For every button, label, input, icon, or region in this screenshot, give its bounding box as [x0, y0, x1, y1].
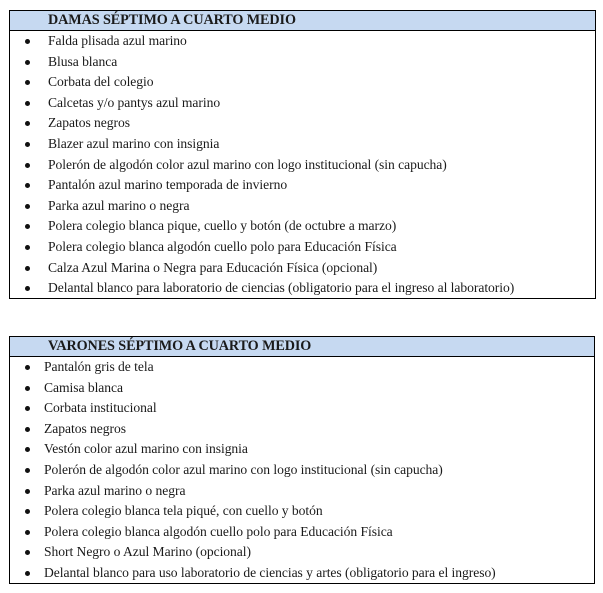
- bullet-icon: [25, 406, 30, 411]
- item-text: Blazer azul marino con insignia: [48, 135, 220, 151]
- list-item: [10, 196, 595, 217]
- item-text: Parka azul marino o negra: [48, 197, 190, 213]
- item-text: Zapatos negros: [48, 115, 130, 131]
- bullet-icon: [25, 365, 30, 370]
- bullet-icon: [25, 286, 30, 291]
- list-item: [10, 522, 594, 543]
- bullet-icon: [25, 121, 30, 126]
- list-item: [10, 134, 595, 155]
- bullet-icon: [25, 468, 30, 473]
- item-text: Delantal blanco para uso laboratorio de ciencias y artes (obligatorio para el ingreso): [44, 564, 496, 580]
- bullet-icon: [25, 224, 30, 229]
- table-header-damas: DAMAS SÉPTIMO A CUARTO MEDIO: [10, 11, 595, 31]
- list-item: [10, 31, 595, 52]
- bullet-icon: [25, 509, 30, 514]
- list-item: [10, 357, 594, 378]
- list-item: [10, 501, 594, 522]
- list-item: [10, 419, 594, 440]
- list-item: [10, 563, 594, 584]
- list-item: [10, 258, 595, 279]
- item-text: Vestón color azul marino con insignia: [44, 441, 248, 457]
- bullet-icon: [25, 142, 30, 147]
- item-text: Polera colegio blanca tela piqué, con cuello y botón: [44, 503, 323, 519]
- bullet-icon: [25, 571, 30, 576]
- list-item: [10, 52, 595, 73]
- damas-uniform-table: [9, 10, 596, 299]
- list-item: [10, 460, 594, 481]
- bullet-icon: [25, 447, 30, 452]
- damas-item-list: [10, 31, 595, 299]
- item-text: Calza Azul Marina o Negra para Educación Física (opcional): [48, 259, 378, 275]
- bullet-icon: [25, 163, 30, 168]
- item-text: Calcetas y/o pantys azul marino: [48, 94, 221, 110]
- item-text: Short Negro o Azul Marino (opcional): [44, 544, 251, 560]
- bullet-icon: [25, 204, 30, 209]
- bullet-icon: [25, 80, 30, 85]
- list-item: [10, 175, 595, 196]
- item-text: Corbata institucional: [44, 400, 157, 416]
- bullet-icon: [25, 427, 30, 432]
- bullet-icon: [25, 101, 30, 106]
- bullet-icon: [25, 60, 30, 65]
- item-text: Parka azul marino o negra: [44, 482, 186, 498]
- item-text: Polera colegio blanca pique, cuello y botón (de octubre a marzo): [48, 218, 397, 234]
- bullet-icon: [25, 489, 30, 494]
- list-item: [10, 398, 594, 419]
- bullet-icon: [25, 530, 30, 535]
- item-text: Corbata del colegio: [48, 74, 154, 90]
- list-item: [10, 72, 595, 93]
- list-item: [10, 237, 595, 258]
- item-text: Polerón de algodón color azul marino con logo institucional (sin capucha): [48, 156, 447, 172]
- list-item: [10, 216, 595, 237]
- list-item: [10, 542, 594, 563]
- list-item: [10, 378, 594, 399]
- varones-uniform-table: [9, 336, 595, 584]
- list-item: [10, 439, 594, 460]
- list-item: [10, 278, 595, 299]
- bullet-icon: [25, 39, 30, 44]
- varones-item-list: [10, 357, 594, 584]
- item-text: Pantalón azul marino temporada de invierno: [48, 177, 288, 193]
- bullet-icon: [25, 183, 30, 188]
- bullet-icon: [25, 386, 30, 391]
- list-item: [10, 93, 595, 114]
- item-text: Polera colegio blanca algodón cuello polo para Educación Física: [44, 523, 393, 539]
- item-text: Pantalón gris de tela: [44, 359, 154, 374]
- item-text: Polerón de algodón color azul marino con logo institucional (sin capucha): [44, 461, 443, 477]
- list-item: [10, 113, 595, 134]
- item-text: Camisa blanca: [44, 379, 123, 395]
- table-header-varones: VARONES SÉPTIMO A CUARTO MEDIO: [10, 337, 594, 357]
- item-text: Zapatos negros: [44, 420, 126, 436]
- item-text: Falda plisada azul marino: [48, 33, 187, 48]
- item-text: Delantal blanco para laboratorio de ciencias (obligatorio para el ingreso al laboratorio): [48, 280, 515, 296]
- bullet-icon: [25, 550, 30, 555]
- bullet-icon: [25, 266, 30, 271]
- bullet-icon: [25, 245, 30, 250]
- list-item: [10, 481, 594, 502]
- item-text: Polera colegio blanca algodón cuello polo para Educación Física: [48, 238, 397, 254]
- item-text: Blusa blanca: [48, 53, 118, 69]
- list-item: [10, 155, 595, 176]
